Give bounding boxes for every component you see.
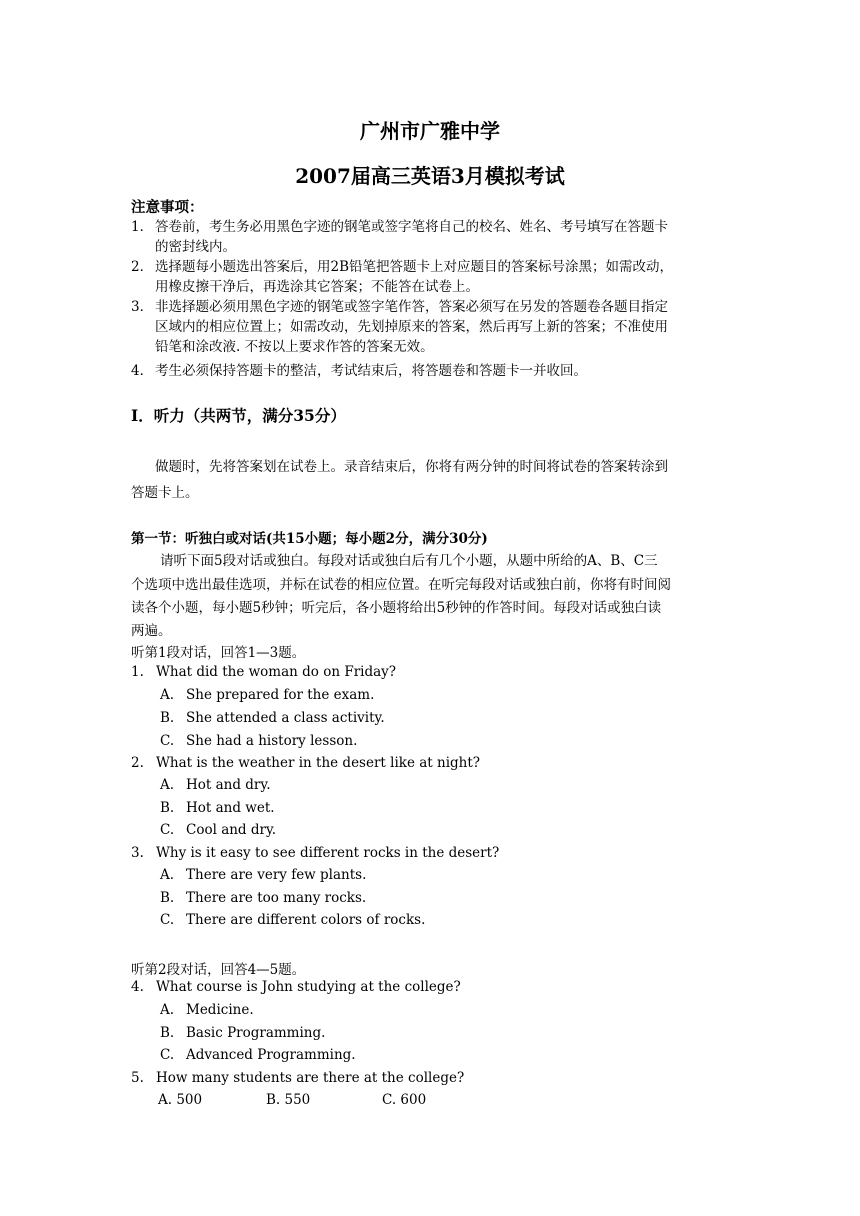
option-label: A.: [160, 867, 175, 883]
question-text: Why is it easy to see different rocks in the desert?: [156, 845, 500, 861]
option-label: C.: [160, 912, 175, 928]
option-label: A.: [160, 687, 175, 703]
part-instruction-line: 读各个小题，每小题5秒钟；听完后，各小题将给出5秒钟的作答时间。每段对话或独白读: [131, 600, 662, 616]
option-label: A.: [160, 777, 175, 793]
option-label: B.: [160, 1025, 175, 1041]
exam-title: 2007届高三英语3月模拟考试: [295, 164, 565, 188]
option-item: [160, 1047, 356, 1063]
notice-item-1-line: 的密封线内。: [155, 239, 236, 255]
notice-item-4-line: 考生必须保持答题卡的整洁，考试结束后，将答题卷和答题卡一并收回。: [155, 363, 587, 379]
question-number: 1.: [131, 664, 144, 680]
question-number: 2.: [131, 755, 144, 771]
option-item: [160, 912, 425, 928]
option-item: [160, 777, 271, 793]
option-item: [160, 800, 275, 816]
option-text: There are different colors of rocks.: [186, 912, 426, 928]
option-item: [160, 733, 357, 749]
option-item: B. 550: [266, 1092, 311, 1108]
option-label: B.: [160, 890, 175, 906]
section-instruction-line: 做题时，先将答案划在试卷上。录音结束后，你将有两分钟的时间将试卷的答案转涂到: [155, 459, 668, 475]
dialog-intro: 听第1段对话，回答1—3题。: [131, 645, 306, 661]
option-text: There are too many rocks.: [186, 890, 367, 906]
notice-item-3-line: 区域内的相应位置上；如需改动，先划掉原来的答案，然后再写上新的答案；不准使用: [155, 319, 668, 335]
question-text: How many students are there at the college?: [156, 1070, 465, 1086]
option-item: [160, 822, 276, 838]
school-name: 广州市广雅中学: [360, 119, 500, 143]
option-item: [160, 687, 374, 703]
notice-item-3-num: 3．: [131, 299, 154, 315]
part-instruction-line: 个选项中选出最佳选项，并标在试卷的相应位置。在听完每段对话或独白前，你将有时间阅: [131, 577, 671, 593]
part-instruction-line: 请听下面5段对话或独白。每段对话或独白后有几个小题，从题中所给的A、B、C三: [160, 553, 658, 569]
notice-item-4-num: 4．: [131, 363, 154, 379]
option-label: C.: [160, 1047, 175, 1063]
part-heading: 第一节：听独白或对话(共15小题；每小题2分，满分30分): [131, 531, 488, 547]
part-instruction-line: 两遍。: [131, 623, 172, 639]
section-heading: I．听力（共两节，满分35分）: [131, 406, 346, 425]
option-label: C.: [160, 822, 175, 838]
notice-item-1-line: 答卷前，考生务必用黑色字迹的钢笔或签字笔将自己的校名、姓名、考号填写在答题卡: [155, 219, 668, 235]
option-text: She prepared for the exam.: [186, 687, 375, 703]
question-number: 4.: [131, 979, 144, 995]
option-text: There are very few plants.: [186, 867, 367, 883]
option-text: Medicine.: [186, 1002, 254, 1018]
option-text: Advanced Programming.: [186, 1047, 356, 1063]
option-text: Cool and dry.: [186, 822, 277, 838]
option-label: B.: [160, 710, 175, 726]
option-text: She had a history lesson.: [186, 733, 358, 749]
notice-heading: 注意事项：: [131, 199, 204, 216]
question-number: 5.: [131, 1070, 144, 1086]
dialog-intro: 听第2段对话，回答4—5题。: [131, 962, 306, 978]
notice-item-2-num: 2．: [131, 259, 154, 275]
option-item: [160, 710, 385, 726]
question-text: What is the weather in the desert like at night?: [156, 755, 481, 771]
option-item: A. 500: [158, 1092, 203, 1108]
option-item: [160, 890, 366, 906]
notice-item-1-num: 1．: [131, 219, 154, 235]
notice-item-2-line: 用橡皮擦干净后，再选涂其它答案；不能答在试卷上。: [155, 279, 479, 295]
option-label: A.: [160, 1002, 175, 1018]
section-instruction-line: 答题卡上。: [131, 485, 199, 501]
option-item: [160, 1025, 325, 1041]
option-text: Hot and wet.: [186, 800, 275, 816]
notice-item-3-line: 非选择题必须用黑色字迹的钢笔或签字笔作答，答案必须写在另发的答题卷各题目指定: [155, 299, 668, 315]
question-text: What did the woman do on Friday?: [156, 664, 397, 680]
option-item: [160, 867, 366, 883]
option-text: Hot and dry.: [186, 777, 271, 793]
option-label: B.: [160, 800, 175, 816]
option-text: She attended a class activity.: [186, 710, 385, 726]
notice-item-2-line: 选择题每小题选出答案后，用2B铅笔把答题卡上对应题目的答案标号涂黑；如需改动，: [155, 259, 674, 275]
option-item: [160, 1002, 254, 1018]
option-text: Basic Programming.: [186, 1025, 326, 1041]
question-text: What course is John studying at the college?: [156, 979, 461, 995]
option-item: C. 600: [382, 1092, 427, 1108]
notice-item-3-line: 铅笔和涂改液. 不按以上要求作答的答案无效。: [155, 339, 434, 355]
question-number: 3.: [131, 845, 144, 861]
option-label: C.: [160, 733, 175, 749]
